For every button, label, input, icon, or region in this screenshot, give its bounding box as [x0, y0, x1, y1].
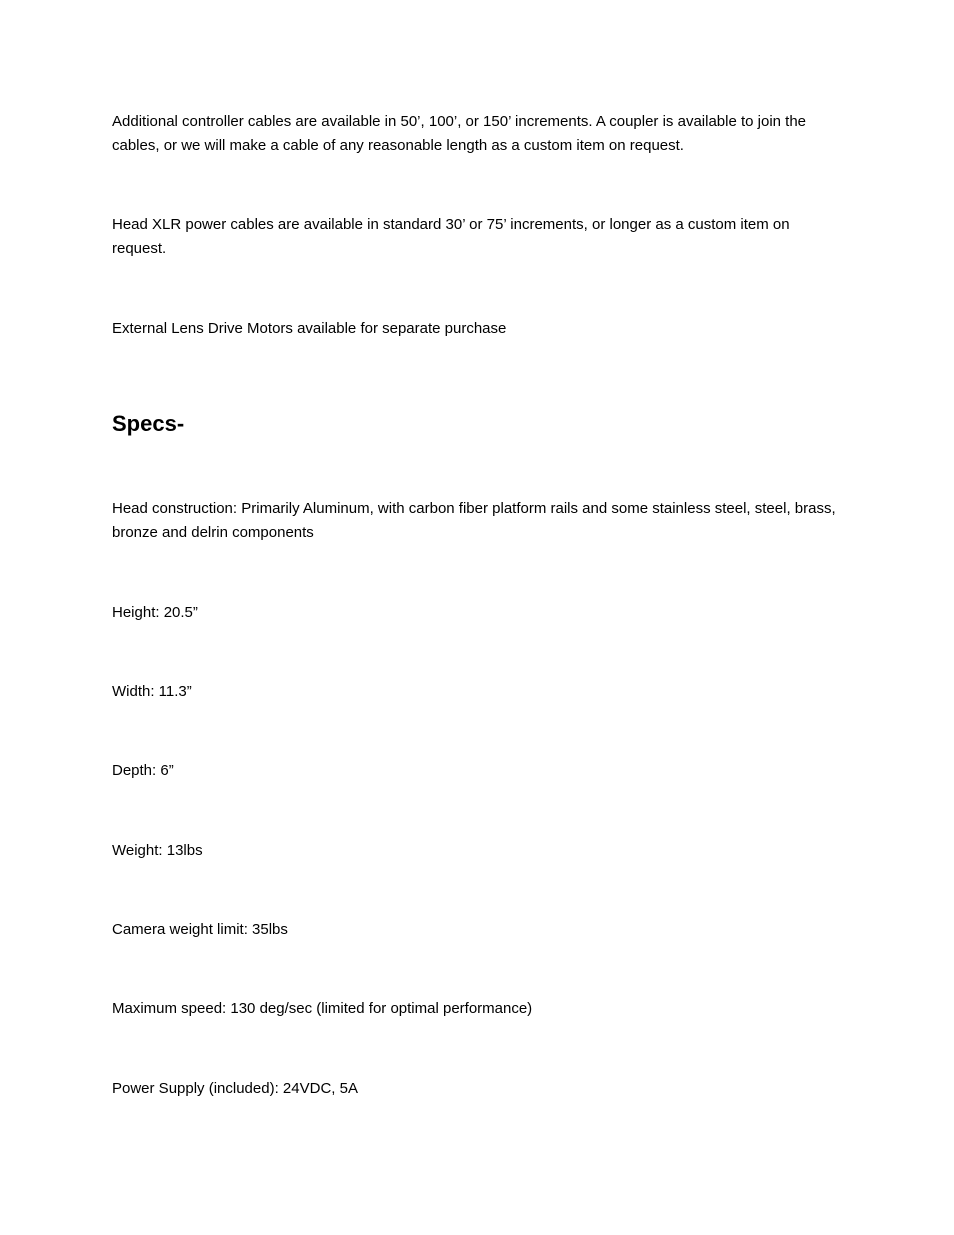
lens-drive-motors-paragraph: External Lens Drive Motors available for separate purchase	[112, 320, 507, 337]
xlr-power-cables-paragraph: Head XLR power cables are available in standard 30’ or 75’ increments, or longer as a custom item on request.	[112, 216, 790, 257]
spec-power-supply: Power Supply (included): 24VDC, 5A	[112, 1080, 358, 1097]
controller-cables-paragraph: Additional controller cables are available in 50’, 100’, or 150’ increments. A coupler is available to join the cables, or we will make a cable of any reasonable length as a custom item on request.	[112, 113, 807, 154]
spec-weight: Weight: 13lbs	[112, 842, 203, 859]
spec-head-construction: Head construction: Primarily Aluminum, with carbon fiber platform rails and some stainless steel, steel, brass, bronze and delrin components	[112, 500, 836, 541]
spec-height: Height: 20.5”	[112, 604, 198, 621]
spec-width: Width: 11.3”	[112, 683, 192, 700]
specs-heading: Specs-	[112, 411, 185, 436]
spec-maximum-speed: Maximum speed: 130 deg/sec (limited for optimal performance)	[112, 1000, 533, 1017]
spec-depth: Depth: 6”	[112, 762, 174, 779]
spec-camera-weight-limit: Camera weight limit: 35lbs	[112, 921, 288, 938]
